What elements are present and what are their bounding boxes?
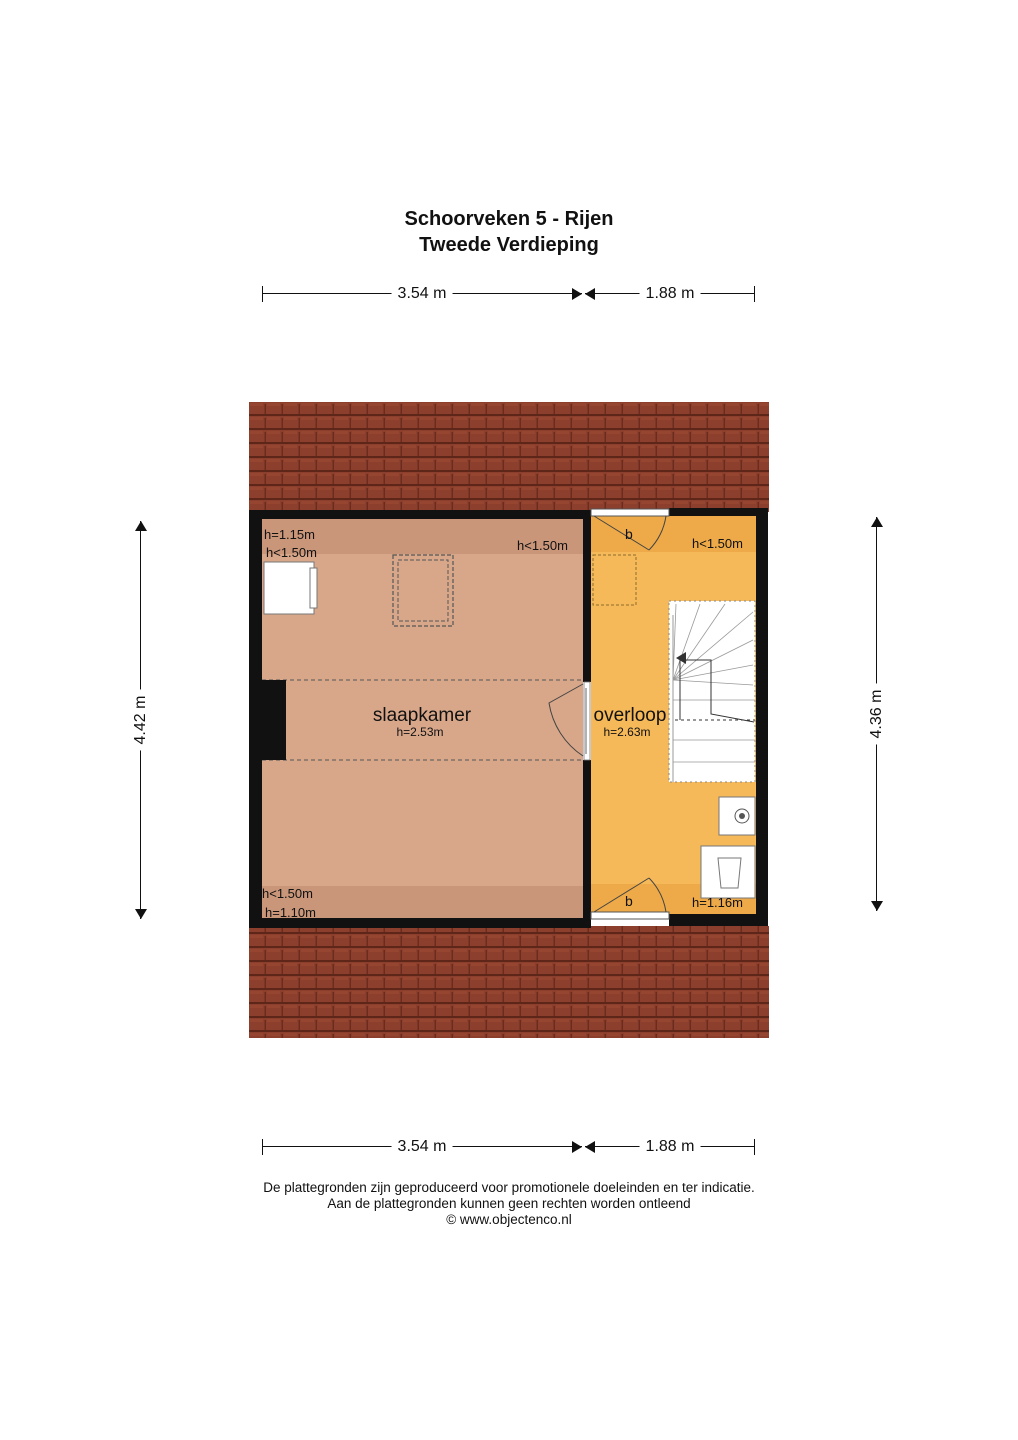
overloop-h-top: h<1.50m: [692, 536, 743, 551]
disclaimer-line-1: De plattegronden zijn geproduceerd voor promotionele doeleinden en ter indicatie.: [263, 1180, 755, 1195]
roof-top: [249, 402, 769, 512]
dimension-label: 1.88 m: [640, 282, 701, 306]
overloop-height: h=2.63m: [603, 725, 651, 739]
dimension-label: 3.54 m: [392, 1135, 453, 1159]
wall-bottom-overloop: [669, 914, 768, 926]
slaapkamer-h-bottom-left-1: h<1.50m: [262, 886, 313, 901]
disclaimer-line-2: Aan de plattegronden kunnen geen rechten worden ontleend: [327, 1196, 691, 1211]
wall-divider-lower: [583, 760, 591, 928]
cabinet: [701, 846, 755, 898]
wall-right: [756, 508, 768, 926]
boiler: [719, 797, 755, 835]
wall-top-overloop: [669, 508, 768, 516]
slaapkamer-name: slaapkamer: [372, 705, 472, 726]
plan-subtitle: Tweede Verdieping: [419, 234, 599, 256]
slaapkamer-h-top-left-2: h<1.50m: [266, 545, 317, 560]
slaapkamer-h-top-right: h<1.50m: [517, 538, 568, 553]
slaapkamer-height: h=2.53m: [396, 725, 444, 739]
chimney: [262, 680, 286, 760]
plan-title: Schoorveken 5 - Rijen: [404, 208, 614, 230]
window-top-label: b: [625, 526, 633, 542]
dimension-label: 3.54 m: [392, 282, 453, 306]
slaapkamer-h-bottom-left-2: h=1.10m: [265, 905, 316, 920]
copyright: © www.objectenco.nl: [446, 1212, 572, 1227]
wall-divider-upper: [583, 510, 591, 682]
wall-top-slaapkamer: [249, 510, 591, 519]
dimension-label: 1.88 m: [640, 1135, 701, 1159]
window-bottom-label: b: [625, 893, 633, 909]
dimension-label: 4.42 m: [130, 690, 152, 751]
washing-machine: [264, 562, 317, 614]
roof-bottom: [249, 926, 769, 1038]
overloop-name: overloop: [593, 705, 667, 726]
dimension-label: 4.36 m: [866, 684, 888, 745]
staircase: [669, 601, 755, 782]
overloop-h-bottom: h=1.16m: [692, 895, 743, 910]
wall-left: [249, 510, 262, 928]
slaapkamer-h-top-left-1: h=1.15m: [264, 527, 315, 542]
